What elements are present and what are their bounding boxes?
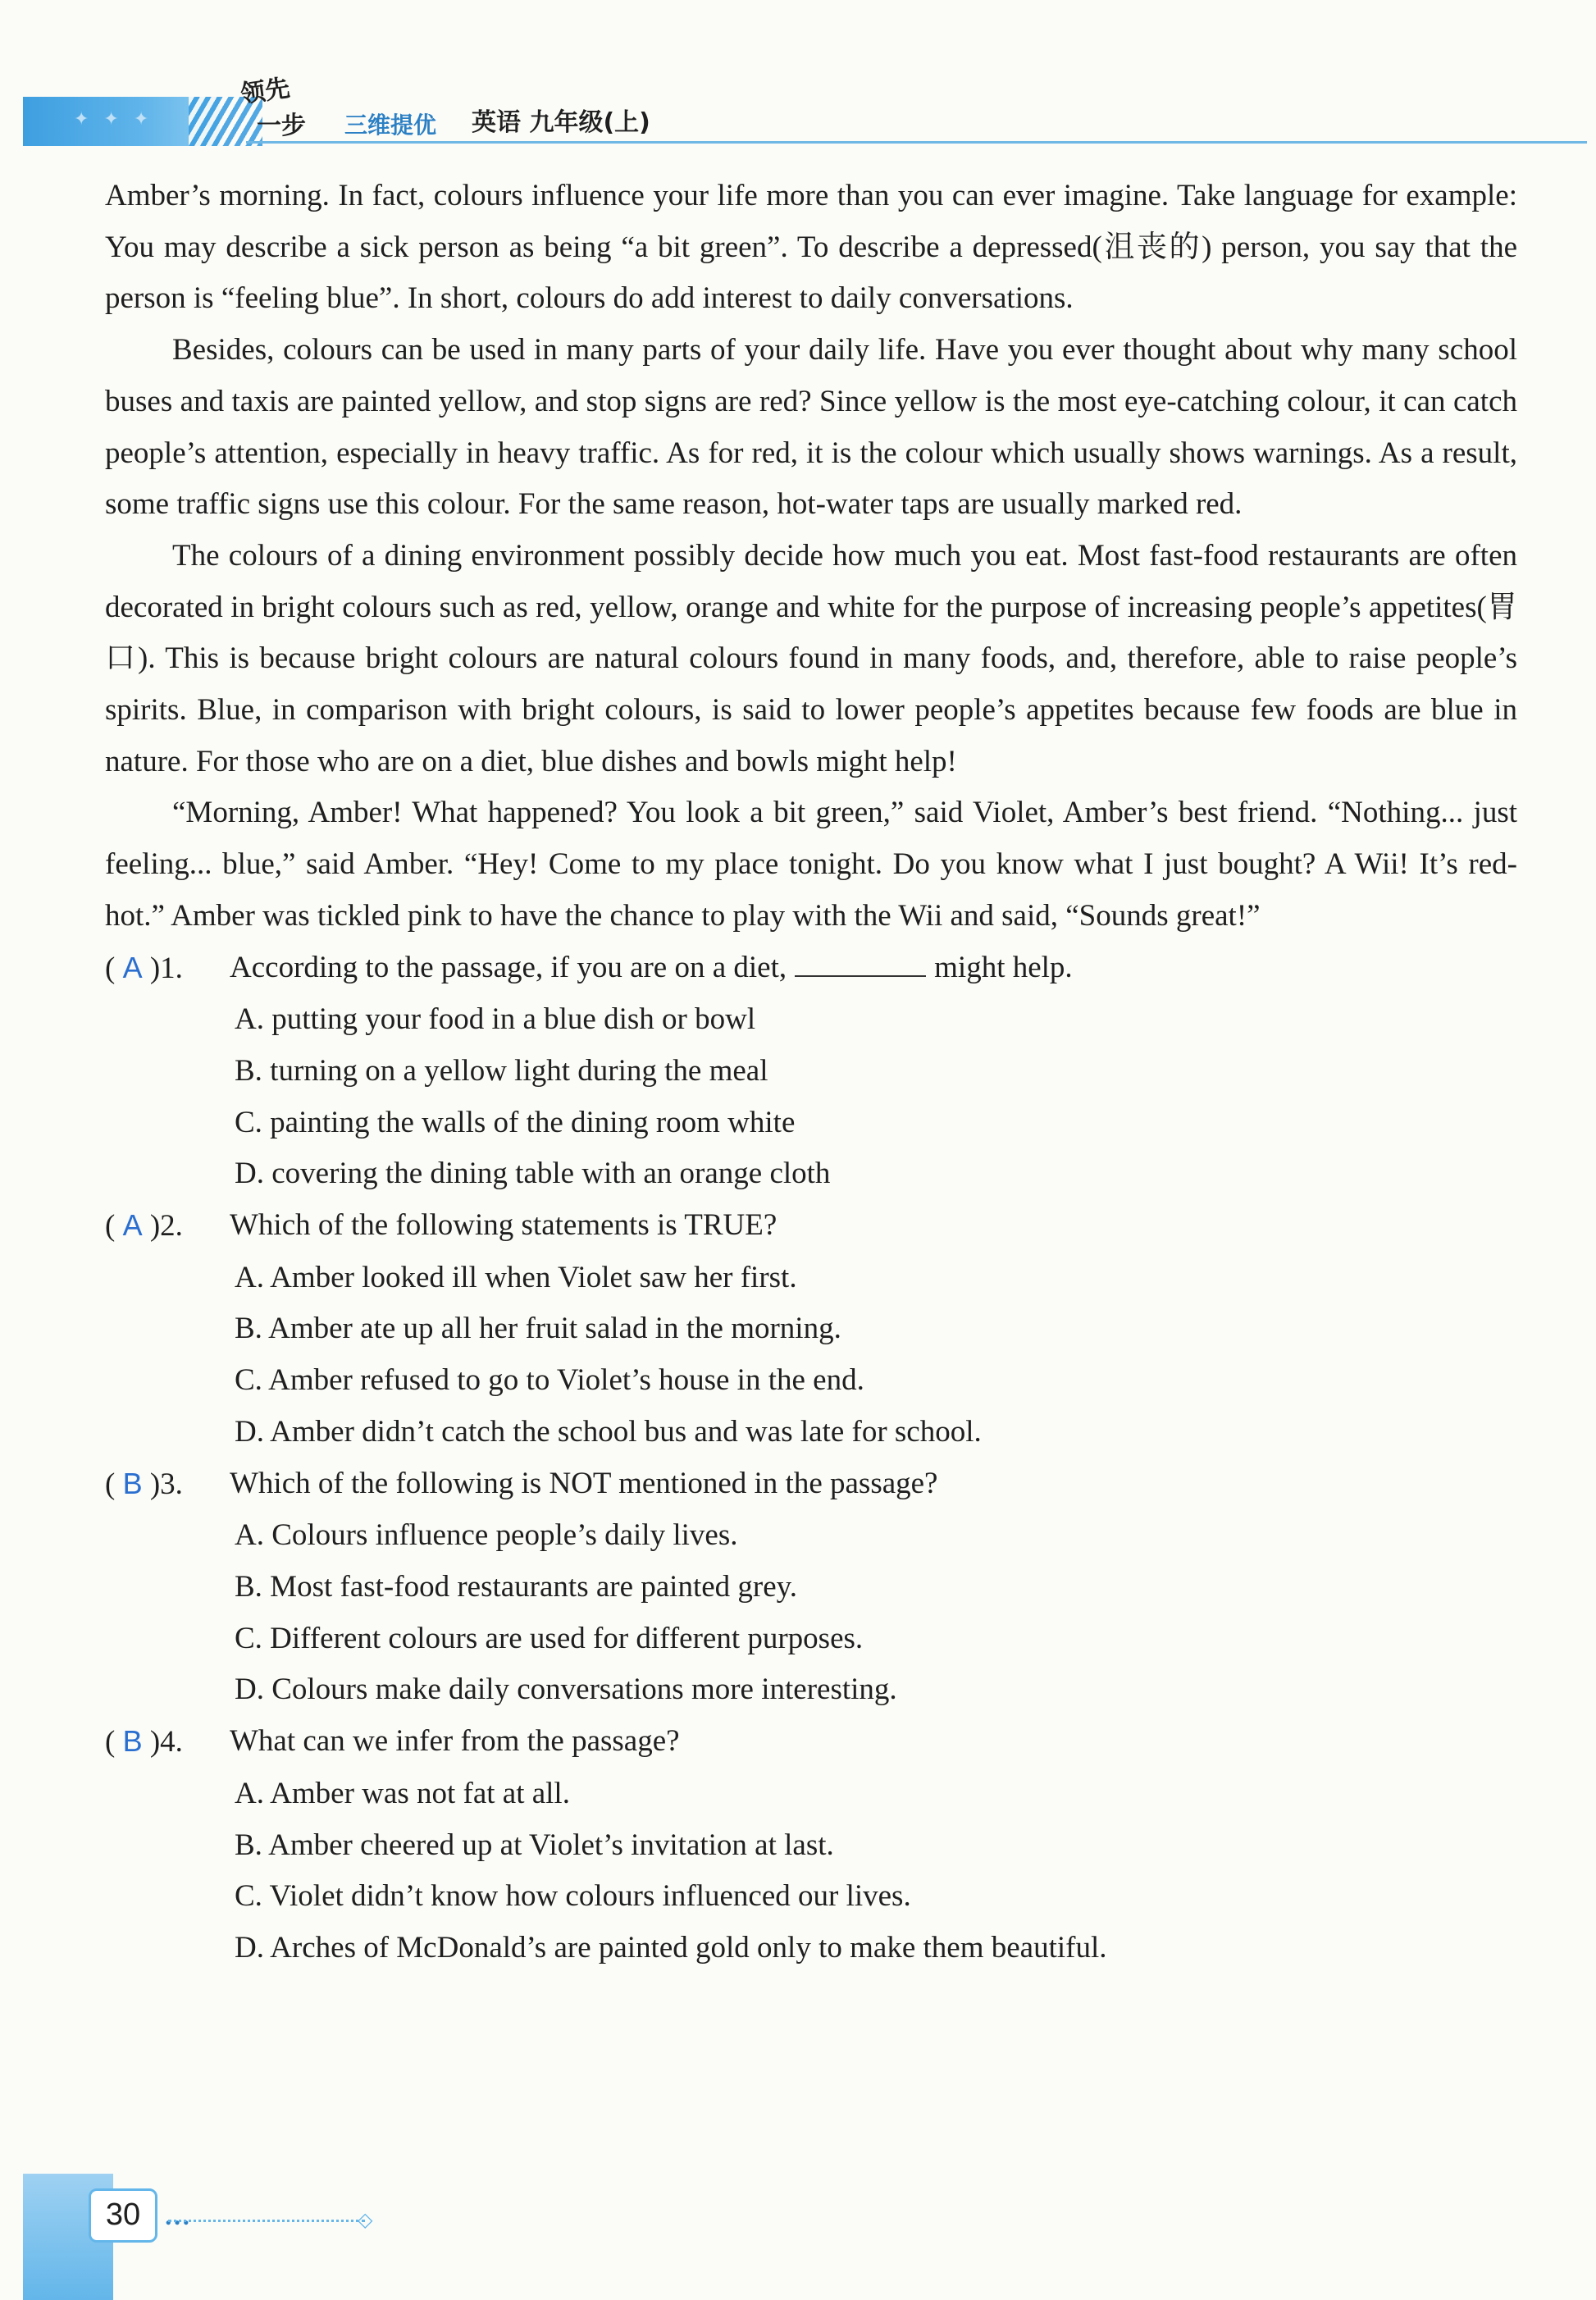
option-d: D. Colours make daily conversations more interesting. <box>235 1673 897 1707</box>
option-c: C. Amber refused to go to Violet’s house in the end. <box>235 1363 864 1398</box>
answer-bracket: ( A )2. <box>105 1208 183 1244</box>
answer-bracket: ( A )1. <box>105 950 183 985</box>
answer-blank <box>795 951 926 977</box>
question-stem-after: might help. <box>934 950 1073 984</box>
page-number: 30 <box>89 2188 157 2243</box>
option-b: B. Amber ate up all her fruit salad in the morning. <box>235 1312 841 1346</box>
question-4 <box>105 1716 1517 1974</box>
answer-letter: A <box>122 950 143 984</box>
logo-text-bottom: 一步 <box>257 112 306 140</box>
logo-text-top: 领先 <box>239 73 292 109</box>
question-stem: Which of the following is NOT mentioned in the passage? <box>230 1466 938 1500</box>
option-c: C. painting the walls of the dining room white <box>235 1105 796 1139</box>
answer-bracket: ( B )3. <box>105 1466 183 1501</box>
option-a: A. Colours influence people’s daily lives. <box>235 1518 738 1553</box>
option-a: A. putting your food in a blue dish or bowl <box>235 1002 756 1037</box>
question-number: 2. <box>160 1209 183 1244</box>
option-b: B. turning on a yellow light during the meal <box>235 1053 768 1088</box>
question-stem-before: According to the passage, if you are on a diet, <box>230 950 787 984</box>
question-number: 3. <box>160 1467 183 1501</box>
passage-paragraph: The colours of a dining environment possibly decide how much you eat. Most fast-food restaurants are often decorated in bright colours such as red, yellow, orange and white for the purpose of increasing people’s appetites(胃口). This is because bright colours are natural colours found in many foods, and, therefore, able to raise people’s spirits. Blue, in comparison with bright colours, is said to lower people’s appetites because few foods are blue in nature. For those who are on a diet, blue dishes and bowls might help! <box>105 538 1517 778</box>
option-d: D. Amber didn’t catch the school bus and was late for school. <box>235 1414 982 1449</box>
answer-bracket: ( B )4. <box>105 1724 183 1759</box>
option-d: D. Arches of McDonald’s are painted gold only to make them beautiful. <box>235 1930 1107 1965</box>
question-3 <box>105 1458 1517 1717</box>
question-stem <box>230 942 1073 995</box>
header-rule <box>246 141 1587 144</box>
option-a: A. Amber looked ill when Violet saw her first. <box>235 1260 797 1294</box>
question-stem: What can we infer from the passage? <box>230 1724 680 1759</box>
question-1 <box>105 942 1517 1201</box>
option-c: C. Violet didn’t know how colours influenced our lives. <box>235 1879 911 1914</box>
question-number: 1. <box>160 951 183 985</box>
option-a: A. Amber was not fat at all. <box>235 1776 570 1810</box>
option-b: B. Amber cheered up at Violet’s invitation at last. <box>235 1828 834 1862</box>
question-2 <box>105 1200 1517 1458</box>
question-number: 4. <box>160 1725 183 1759</box>
footer-dotted-rule <box>168 2220 365 2222</box>
question-stem: Which of the following statements is TRUE? <box>230 1208 777 1243</box>
option-c: C. Different colours are used for different purposes. <box>235 1621 864 1655</box>
option-b: B. Most fast-food restaurants are painted grey. <box>235 1569 797 1604</box>
passage-paragraph: “Morning, Amber! What happened? You look a bit green,” said Violet, Amber’s best friend. “Nothing... just feeling... blue,” said Amber. “Hey! Come to my place tonight. Do you know what I just bought? A Wii! It’s red-hot.” Amber was tickled pink to have the chance to play with the Wii and said, “Sounds great!” <box>105 796 1517 933</box>
header-stars-decoration: ✦✦✦ <box>74 108 164 129</box>
answer-letter: B <box>122 1724 143 1759</box>
footer-ellipsis-icon: … <box>164 2201 190 2230</box>
series-tag: 三维提优 <box>344 112 437 139</box>
page-content <box>105 171 1517 1974</box>
option-d: D. covering the dining table with an orange cloth <box>235 1157 831 1191</box>
passage-paragraph: Amber’s morning. In fact, colours influence your life more than you can ever imagine. Take language for example: You may describe a sick person as being “a bit green”. To describe a depressed(沮丧的) person, you say that the person is “feeling blue”. In short, colours do add interest to daily conversations. <box>105 179 1517 316</box>
answer-letter: A <box>122 1208 143 1243</box>
subject-title: 英语 九年级(上) <box>472 108 650 137</box>
series-logo <box>234 71 316 141</box>
answer-letter: B <box>122 1466 143 1500</box>
passage-paragraph: Besides, colours can be used in many parts of your daily life. Have you ever thought about why many school buses and taxis are painted yellow, and stop signs are red? Since yellow is the most eye-catching colour, it can catch people’s attention, especially in heavy traffic. As for red, it is the colour which usually shows warnings. As a result, some traffic signs use this colour. For the same reason, hot-water taps are usually marked red. <box>105 333 1517 522</box>
diamond-icon: ◇ <box>358 2210 373 2231</box>
